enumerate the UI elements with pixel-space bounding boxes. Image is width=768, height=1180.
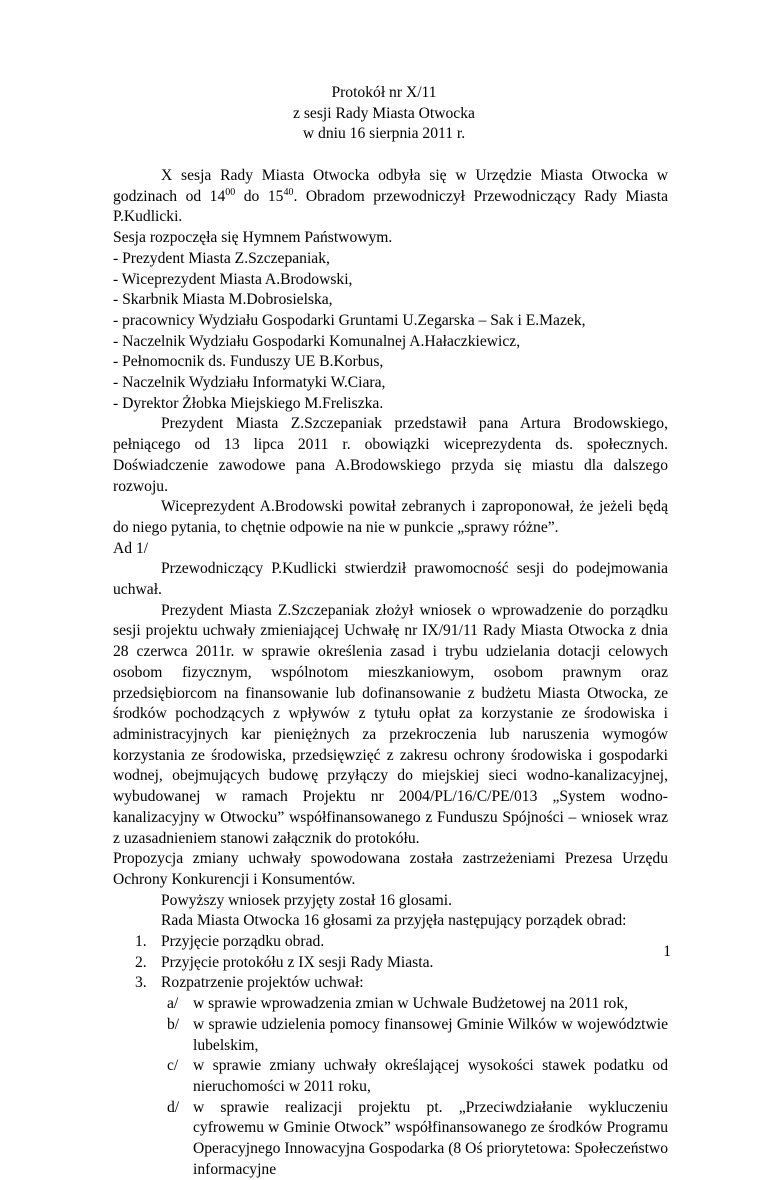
attendee-line: - Wiceprezydent Miasta A.Brodowski, bbox=[113, 270, 353, 288]
intro-paragraph: X sesja Rady Miasta Otwocka odbyła się w Urzędzie Miasta Otwocka w godzinach od $14^{00}$ do $15^{40}$. Obradom przewodniczył Przewodniczący Rady Miasta P.Kudlicki. bbox=[113, 167, 669, 226]
page-number: 1 bbox=[663, 943, 671, 960]
attendee-line: - Prezydent Miasta Z.Szczepaniak, bbox=[113, 249, 330, 267]
protocol-date: w dniu 16 sierpnia 2011 r. bbox=[302, 125, 466, 143]
agenda-subitem: a/ w sprawie wprowadzenia zmian w Uchwale Budżetowej na 2011 rok, bbox=[167, 995, 629, 1013]
attendee-line: - pracownicy Wydziału Gospodarki Gruntami U.Zegarska – Sak i E.Mazek, bbox=[113, 311, 586, 329]
protocol-header bbox=[0, 83, 768, 145]
reason-paragraph: Propozycja zmiany uchwały spowodowana została zastrzeżeniami Prezesa Urzędu Ochrony Konkurencji i Konsumentów. bbox=[113, 850, 668, 888]
quorum-paragraph: Przewodniczący P.Kudlicki stwierdził prawomocność sesji do podejmowania uchwał. bbox=[113, 560, 668, 599]
agenda-subitem: b/ w sprawie udzielenia pomocy finansowej Gminie Wilków w województwie lubelskim, bbox=[167, 1015, 668, 1054]
attendee-line: - Skarbnik Miasta M.Dobrosielska, bbox=[113, 291, 333, 309]
president-paragraph: Prezydent Miasta Z.Szczepaniak przedstawił pana Artura Brodowskiego, pełniącego od 13 lipca 2011 r. obowiązki wiceprezydenta ds. społecznych. Doświadczenie zawodowe pana A.Brodowskiego przyda się miastu dla dalszego rozwoju. bbox=[113, 415, 668, 495]
attendee-line: - Naczelnik Wydziału Gospodarki Komunalnej A.Hałaczkiewicz, bbox=[113, 332, 521, 350]
agenda-intro-paragraph: Rada Miasta Otwocka 16 głosami za przyjęła następujący porządek obrad: bbox=[161, 912, 627, 930]
agenda-subitem: c/ w sprawie zmiany uchwały określającej wysokości stawek podatku od nieruchomości w 2011 roku, bbox=[167, 1057, 668, 1095]
agenda-item: 2. Przyjęcie protokółu z IX sesji Rady Miasta. bbox=[135, 953, 434, 971]
attendee-line: - Pełnomocnik ds. Funduszy UE B.Korbus, bbox=[113, 353, 384, 371]
attendee-line: - Naczelnik Wydziału Informatyki W.Ciara, bbox=[113, 374, 386, 392]
protocol-title: Protokół nr X/11 bbox=[331, 84, 437, 101]
protocol-subtitle: z sesji Rady Miasta Otwocka bbox=[293, 104, 475, 122]
attendee-line: - Dyrektor Żłobka Miejskiego M.Freliszka. bbox=[113, 394, 384, 412]
vice-president-paragraph: Wiceprezydent A.Brodowski powitał zebranych i zaproponował, że jeżeli będą do niego pytania, to chętnie odpowie na nie w punkcie „sprawy różne”. bbox=[113, 498, 668, 536]
section-ad1: Ad 1/ bbox=[113, 539, 149, 557]
protocol-body bbox=[113, 166, 668, 1180]
agenda-item: 3. Rozpatrzenie projektów uchwał: bbox=[135, 974, 364, 992]
agenda-item: 1. Przyjęcie porządku obrad. bbox=[135, 933, 325, 951]
accepted-paragraph: Powyższy wniosek przyjęty został 16 glosami. bbox=[161, 891, 453, 909]
agenda-list bbox=[113, 932, 668, 994]
motion-paragraph: Prezydent Miasta Z.Szczepaniak złożył wniosek o wprowadzenie do porządku sesji projektu uchwały zmieniającej Uchwałę nr IX/91/11 Rady Miasta Otwocka z dnia 28 czerwca 2011r. w sprawie określenia zasad i trybu udzielania dotacji celowych osobom fizycznym, wspólnotom mieszkaniowym, osobom prawnym oraz przedsiębiorcom na finansowanie lub dofinansowanie z budżetu Miasta Otwocka, ze środków pochodzących z wpływów z tytułu opłat za korzystanie ze środowiska i administracyjnych kar pieniężnych za przekroczenia lub naruszenia wymogów korzystania ze środowiska, przedsięwzięć z zakresu ochrony środowiska i gospodarki wodnej, obejmujących budowę przyłączy do miejskiej sieci wodno-kanalizacyjnej, wybudowanej w ramach Projektu nr 2004/PL/16/C/PE/013 „System wodno-kanalizacyjny w Otwocku” współfinansowanego z Funduszu Spójności – wniosek wraz z uzasadnieniem stanowi załącznik do protokółu. bbox=[113, 601, 668, 847]
agenda-subitem: d/ w sprawie realizacji projektu pt. „Przeciwdziałanie wykluczeniu cyfrowemu w Gminie Otwock” współfinansowanego ze środków Programu Operacyjnego Innowacyjna Gospodarka (8 Oś priorytetowa: Społeczeństwo informacyjne bbox=[167, 1098, 668, 1178]
hymn-line: Sesja rozpoczęła się Hymnem Państwowym. bbox=[113, 229, 393, 247]
